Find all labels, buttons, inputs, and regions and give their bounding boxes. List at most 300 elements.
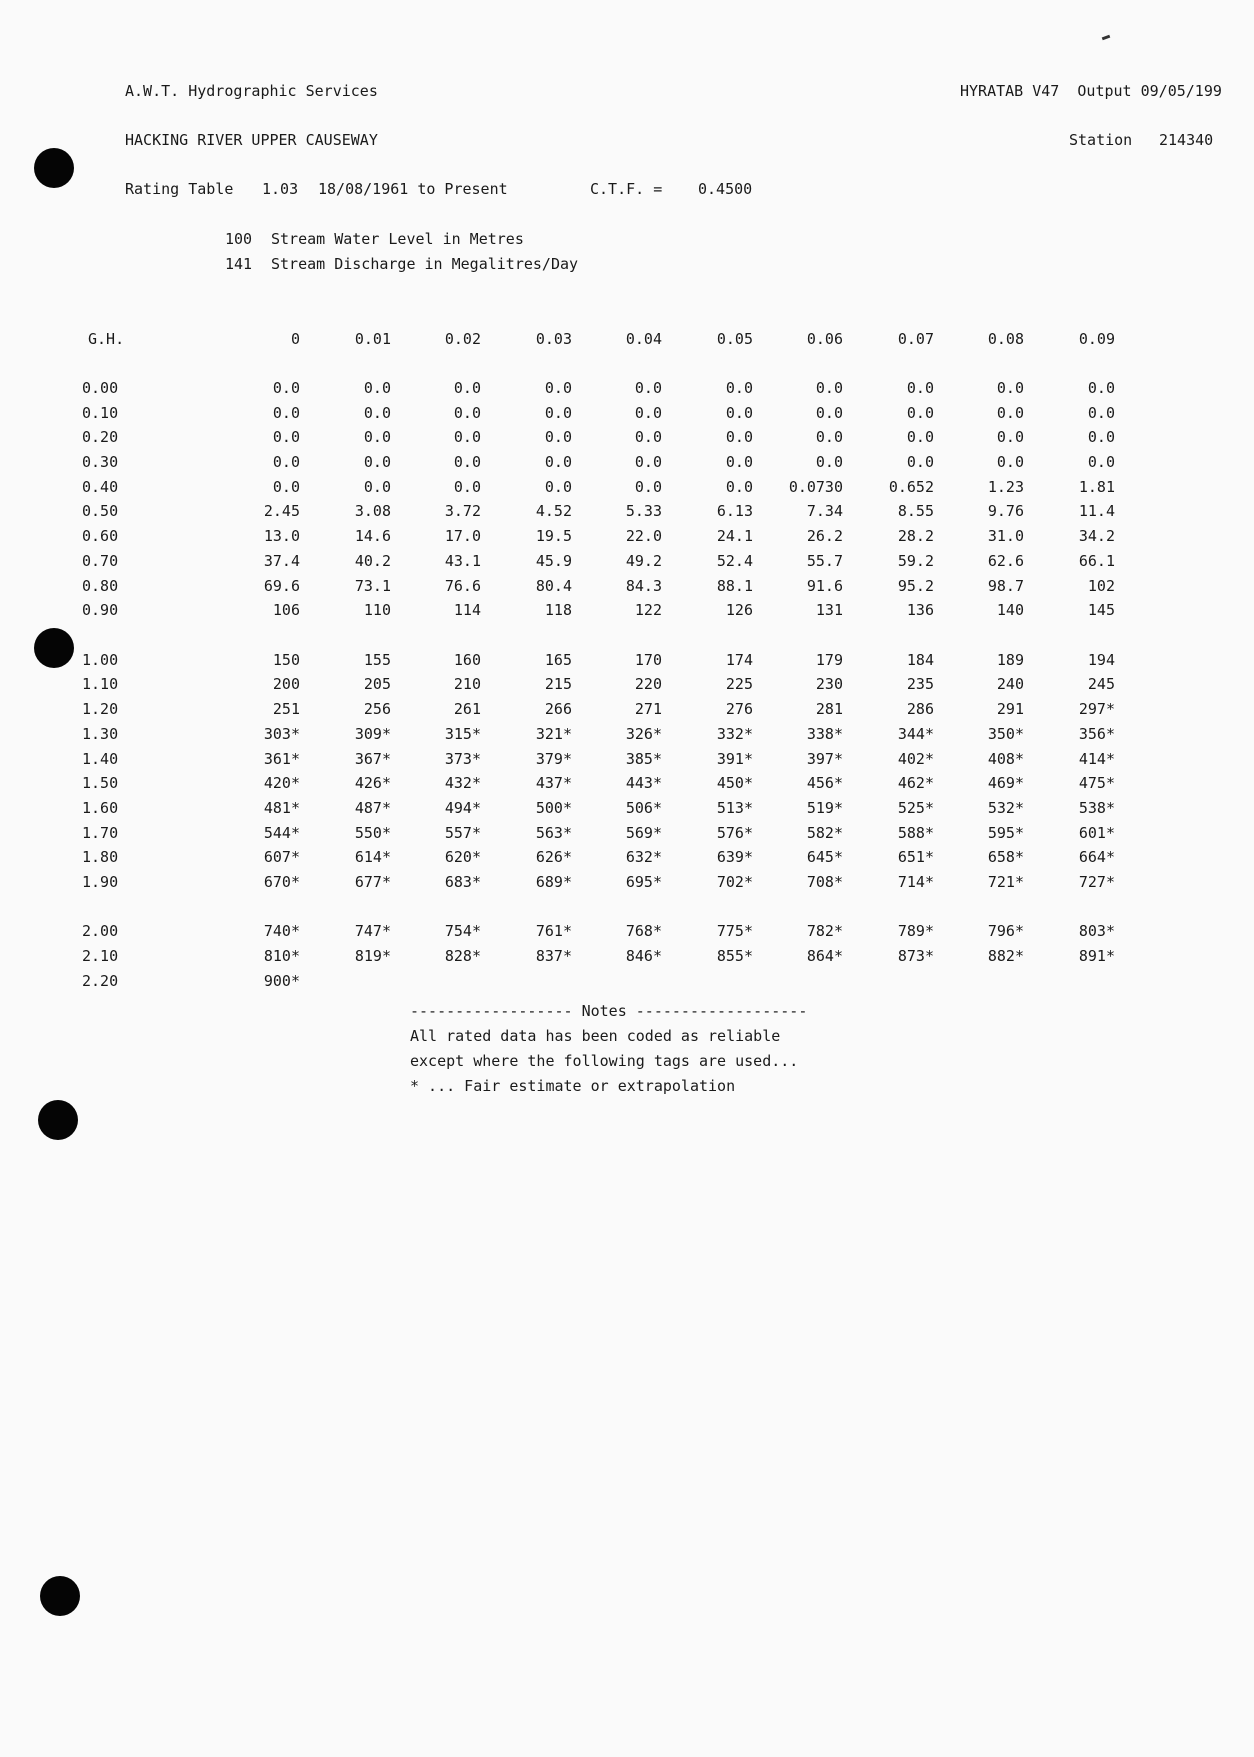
discharge-cell: 0.0 — [815, 428, 843, 446]
discharge-cell: 1.81 — [1078, 478, 1115, 496]
station-name: HACKING RIVER UPPER CAUSEWAY — [125, 131, 378, 149]
ctf-label: C.T.F. = — [590, 180, 663, 198]
discharge-cell: 0.0 — [634, 453, 662, 471]
column-header: 0.07 — [897, 330, 934, 348]
column-header: 0.04 — [625, 330, 662, 348]
gauge-height-cell: 1.70 — [82, 824, 119, 842]
discharge-cell: 40.2 — [354, 552, 391, 570]
rating-number: 1.03 — [262, 180, 299, 198]
table-row — [0, 799, 1254, 823]
discharge-cell: 1.23 — [987, 478, 1024, 496]
discharge-cell: 588* — [897, 824, 934, 842]
discharge-cell: 0.0 — [453, 453, 481, 471]
discharge-cell: 525* — [897, 799, 934, 817]
discharge-cell: 4.52 — [535, 502, 572, 520]
discharge-cell: 5.33 — [625, 502, 662, 520]
table-row — [0, 651, 1254, 675]
gauge-height-cell: 2.20 — [82, 972, 119, 990]
discharge-cell: 0.0 — [272, 404, 300, 422]
discharge-cell: 225 — [725, 675, 753, 693]
discharge-cell: 88.1 — [716, 577, 753, 595]
table-row — [0, 577, 1254, 601]
discharge-cell: 0.0 — [272, 453, 300, 471]
table-header-row — [0, 330, 1254, 354]
table-row — [0, 873, 1254, 897]
discharge-cell: 481* — [263, 799, 300, 817]
discharge-cell: 0.0 — [906, 404, 934, 422]
discharge-cell: 315* — [444, 725, 481, 743]
discharge-cell: 796* — [987, 922, 1024, 940]
column-header: 0.06 — [806, 330, 843, 348]
discharge-cell: 754* — [444, 922, 481, 940]
discharge-cell: 828* — [444, 947, 481, 965]
discharge-cell: 19.5 — [535, 527, 572, 545]
discharge-cell: 0.0 — [815, 404, 843, 422]
discharge-cell: 0.0 — [544, 428, 572, 446]
discharge-cell: 13.0 — [263, 527, 300, 545]
discharge-cell: 670* — [263, 873, 300, 891]
discharge-cell: 0.0 — [544, 379, 572, 397]
gauge-height-cell: 1.40 — [82, 750, 119, 768]
discharge-cell: 0.0 — [363, 404, 391, 422]
table-row — [0, 552, 1254, 576]
discharge-cell: 17.0 — [444, 527, 481, 545]
scan-speck — [1102, 35, 1111, 41]
punch-hole-3 — [38, 1100, 78, 1140]
discharge-cell: 200 — [272, 675, 300, 693]
discharge-cell: 165 — [544, 651, 572, 669]
discharge-cell: 0.0 — [544, 478, 572, 496]
discharge-cell: 194 — [1087, 651, 1115, 669]
discharge-cell: 37.4 — [263, 552, 300, 570]
discharge-cell: 303* — [263, 725, 300, 743]
discharge-cell: 538* — [1078, 799, 1115, 817]
discharge-cell: 664* — [1078, 848, 1115, 866]
discharge-cell: 84.3 — [625, 577, 662, 595]
table-row — [0, 428, 1254, 452]
discharge-cell: 379* — [535, 750, 572, 768]
discharge-cell: 49.2 — [625, 552, 662, 570]
column-header: 0.09 — [1078, 330, 1115, 348]
discharge-cell: 677* — [354, 873, 391, 891]
discharge-cell: 420* — [263, 774, 300, 792]
discharge-cell: 338* — [806, 725, 843, 743]
discharge-cell: 426* — [354, 774, 391, 792]
gauge-height-cell: 1.90 — [82, 873, 119, 891]
discharge-cell: 3.72 — [444, 502, 481, 520]
discharge-cell: 0.0 — [363, 453, 391, 471]
notes-line: All rated data has been coded as reliable — [410, 1027, 781, 1045]
column-header: 0.05 — [716, 330, 753, 348]
gauge-height-cell: 0.20 — [82, 428, 119, 446]
discharge-cell: 639* — [716, 848, 753, 866]
discharge-cell: 31.0 — [987, 527, 1024, 545]
rating-label: Rating Table — [125, 180, 234, 198]
discharge-cell: 361* — [263, 750, 300, 768]
discharge-cell: 397* — [806, 750, 843, 768]
discharge-cell: 846* — [625, 947, 662, 965]
discharge-cell: 256 — [363, 700, 391, 718]
discharge-cell: 0.0 — [453, 404, 481, 422]
discharge-cell: 0.0 — [996, 428, 1024, 446]
discharge-cell: 145 — [1087, 601, 1115, 619]
discharge-cell: 66.1 — [1078, 552, 1115, 570]
discharge-cell: 494* — [444, 799, 481, 817]
discharge-cell: 601* — [1078, 824, 1115, 842]
discharge-cell: 645* — [806, 848, 843, 866]
discharge-cell: 28.2 — [897, 527, 934, 545]
gauge-height-cell: 0.30 — [82, 453, 119, 471]
column-header: 0.01 — [354, 330, 391, 348]
discharge-cell: 803* — [1078, 922, 1115, 940]
variable-desc: Stream Water Level in Metres — [271, 230, 524, 248]
discharge-cell: 62.6 — [987, 552, 1024, 570]
discharge-cell: 11.4 — [1078, 502, 1115, 520]
discharge-cell: 513* — [716, 799, 753, 817]
gauge-height-cell: 2.10 — [82, 947, 119, 965]
discharge-cell: 118 — [544, 601, 572, 619]
discharge-cell: 768* — [625, 922, 662, 940]
discharge-cell: 55.7 — [806, 552, 843, 570]
variable-desc: Stream Discharge in Megalitres/Day — [271, 255, 579, 273]
gauge-height-cell: 0.60 — [82, 527, 119, 545]
discharge-cell: 291 — [996, 700, 1024, 718]
discharge-cell: 102 — [1087, 577, 1115, 595]
gauge-height-cell: 2.00 — [82, 922, 119, 940]
discharge-cell: 456* — [806, 774, 843, 792]
gauge-height-cell: 1.50 — [82, 774, 119, 792]
discharge-cell: 140 — [996, 601, 1024, 619]
notes-line: except where the following tags are used... — [410, 1052, 799, 1070]
discharge-cell: 34.2 — [1078, 527, 1115, 545]
discharge-cell: 114 — [453, 601, 481, 619]
discharge-cell: 0.0 — [453, 379, 481, 397]
discharge-cell: 0.0 — [1087, 379, 1115, 397]
discharge-cell: 0.0 — [1087, 428, 1115, 446]
discharge-cell: 205 — [363, 675, 391, 693]
discharge-cell: 0.0 — [906, 428, 934, 446]
discharge-cell: 230 — [815, 675, 843, 693]
discharge-cell: 189 — [996, 651, 1024, 669]
column-header: 0 — [290, 330, 300, 348]
discharge-cell: 98.7 — [987, 577, 1024, 595]
discharge-cell: 576* — [716, 824, 753, 842]
variable-code: 141 — [225, 255, 253, 273]
discharge-cell: 747* — [354, 922, 391, 940]
gauge-height-cell: 1.20 — [82, 700, 119, 718]
discharge-cell: 276 — [725, 700, 753, 718]
discharge-cell: 0.0 — [544, 404, 572, 422]
discharge-cell: 402* — [897, 750, 934, 768]
discharge-cell: 344* — [897, 725, 934, 743]
discharge-cell: 0.0 — [996, 379, 1024, 397]
discharge-cell: 810* — [263, 947, 300, 965]
discharge-cell: 3.08 — [354, 502, 391, 520]
discharge-cell: 106 — [272, 601, 300, 619]
discharge-cell: 569* — [625, 824, 662, 842]
discharge-cell: 532* — [987, 799, 1024, 817]
discharge-cell: 59.2 — [897, 552, 934, 570]
discharge-cell: 22.0 — [625, 527, 662, 545]
table-row — [0, 922, 1254, 946]
table-row — [0, 478, 1254, 502]
discharge-cell: 882* — [987, 947, 1024, 965]
discharge-cell: 24.1 — [716, 527, 753, 545]
discharge-cell: 487* — [354, 799, 391, 817]
discharge-cell: 0.0 — [1087, 404, 1115, 422]
discharge-cell: 0.0 — [725, 428, 753, 446]
discharge-cell: 286 — [906, 700, 934, 718]
discharge-cell: 80.4 — [535, 577, 572, 595]
gauge-height-cell: 0.10 — [82, 404, 119, 422]
discharge-cell: 0.0 — [996, 404, 1024, 422]
notes-title: ------------------ Notes ------------------- — [410, 1002, 808, 1020]
discharge-cell: 45.9 — [535, 552, 572, 570]
discharge-cell: 900* — [263, 972, 300, 990]
column-header: 0.03 — [535, 330, 572, 348]
discharge-cell: 95.2 — [897, 577, 934, 595]
discharge-cell: 450* — [716, 774, 753, 792]
discharge-cell: 6.13 — [716, 502, 753, 520]
discharge-cell: 544* — [263, 824, 300, 842]
discharge-cell: 414* — [1078, 750, 1115, 768]
discharge-cell: 0.0730 — [788, 478, 843, 496]
discharge-cell: 220 — [634, 675, 662, 693]
column-header: 0.08 — [987, 330, 1024, 348]
table-row — [0, 675, 1254, 699]
org-name: A.W.T. Hydrographic Services — [125, 82, 378, 100]
discharge-cell: 240 — [996, 675, 1024, 693]
discharge-cell: 184 — [906, 651, 934, 669]
discharge-cell: 563* — [535, 824, 572, 842]
discharge-cell: 0.0 — [272, 428, 300, 446]
discharge-cell: 0.0 — [906, 453, 934, 471]
table-row — [0, 947, 1254, 971]
column-header: 0.02 — [444, 330, 481, 348]
discharge-cell: 683* — [444, 873, 481, 891]
discharge-cell: 0.0 — [815, 453, 843, 471]
discharge-cell: 0.0 — [634, 428, 662, 446]
discharge-cell: 0.652 — [888, 478, 934, 496]
discharge-cell: 469* — [987, 774, 1024, 792]
punch-hole-4 — [40, 1576, 80, 1616]
discharge-cell: 332* — [716, 725, 753, 743]
discharge-cell: 0.0 — [544, 453, 572, 471]
discharge-cell: 76.6 — [444, 577, 481, 595]
table-row — [0, 601, 1254, 625]
discharge-cell: 0.0 — [725, 404, 753, 422]
discharge-cell: 506* — [625, 799, 662, 817]
gh-header: G.H. — [88, 330, 125, 348]
discharge-cell: 0.0 — [1087, 453, 1115, 471]
gauge-height-cell: 0.70 — [82, 552, 119, 570]
discharge-cell: 160 — [453, 651, 481, 669]
discharge-cell: 210 — [453, 675, 481, 693]
discharge-cell: 7.34 — [806, 502, 843, 520]
discharge-cell: 281 — [815, 700, 843, 718]
discharge-cell: 689* — [535, 873, 572, 891]
discharge-cell: 651* — [897, 848, 934, 866]
discharge-cell: 0.0 — [363, 478, 391, 496]
discharge-cell: 873* — [897, 947, 934, 965]
discharge-cell: 432* — [444, 774, 481, 792]
discharge-cell: 215 — [544, 675, 572, 693]
ctf-value: 0.4500 — [698, 180, 753, 198]
table-row — [0, 379, 1254, 403]
discharge-cell: 0.0 — [272, 478, 300, 496]
gauge-height-cell: 1.10 — [82, 675, 119, 693]
discharge-cell: 136 — [906, 601, 934, 619]
discharge-cell: 14.6 — [354, 527, 391, 545]
discharge-cell: 658* — [987, 848, 1024, 866]
discharge-cell: 557* — [444, 824, 481, 842]
discharge-cell: 245 — [1087, 675, 1115, 693]
table-row — [0, 502, 1254, 526]
discharge-cell: 170 — [634, 651, 662, 669]
discharge-cell: 373* — [444, 750, 481, 768]
discharge-cell: 721* — [987, 873, 1024, 891]
discharge-cell: 475* — [1078, 774, 1115, 792]
discharge-cell: 0.0 — [453, 428, 481, 446]
discharge-cell: 0.0 — [725, 453, 753, 471]
discharge-cell: 775* — [716, 922, 753, 940]
discharge-cell: 789* — [897, 922, 934, 940]
discharge-cell: 251 — [272, 700, 300, 718]
discharge-cell: 271 — [634, 700, 662, 718]
discharge-cell: 0.0 — [634, 478, 662, 496]
discharge-cell: 174 — [725, 651, 753, 669]
discharge-cell: 0.0 — [634, 404, 662, 422]
discharge-cell: 714* — [897, 873, 934, 891]
gauge-height-cell: 0.40 — [82, 478, 119, 496]
discharge-cell: 266 — [544, 700, 572, 718]
discharge-cell: 864* — [806, 947, 843, 965]
punch-hole-1 — [34, 148, 74, 188]
discharge-cell: 582* — [806, 824, 843, 842]
discharge-cell: 73.1 — [354, 577, 391, 595]
table-row — [0, 527, 1254, 551]
discharge-cell: 408* — [987, 750, 1024, 768]
discharge-cell: 122 — [634, 601, 662, 619]
gauge-height-cell: 1.80 — [82, 848, 119, 866]
discharge-cell: 695* — [625, 873, 662, 891]
discharge-cell: 855* — [716, 947, 753, 965]
discharge-cell: 350* — [987, 725, 1024, 743]
discharge-cell: 131 — [815, 601, 843, 619]
discharge-cell: 391* — [716, 750, 753, 768]
discharge-cell: 356* — [1078, 725, 1115, 743]
discharge-cell: 155 — [363, 651, 391, 669]
table-row — [0, 848, 1254, 872]
discharge-cell: 126 — [725, 601, 753, 619]
table-row — [0, 725, 1254, 749]
discharge-cell: 321* — [535, 725, 572, 743]
gauge-height-cell: 0.00 — [82, 379, 119, 397]
discharge-cell: 43.1 — [444, 552, 481, 570]
discharge-cell: 309* — [354, 725, 391, 743]
program-output: HYRATAB V47 Output 09/05/199 — [960, 82, 1222, 100]
discharge-cell: 150 — [272, 651, 300, 669]
discharge-cell: 69.6 — [263, 577, 300, 595]
discharge-cell: 0.0 — [634, 379, 662, 397]
discharge-cell: 702* — [716, 873, 753, 891]
discharge-cell: 367* — [354, 750, 391, 768]
table-row — [0, 404, 1254, 428]
discharge-cell: 708* — [806, 873, 843, 891]
table-row — [0, 453, 1254, 477]
discharge-cell: 2.45 — [263, 502, 300, 520]
discharge-cell: 607* — [263, 848, 300, 866]
discharge-cell: 740* — [263, 922, 300, 940]
station-number: 214340 — [1159, 131, 1214, 149]
station-label: Station — [1069, 131, 1133, 149]
discharge-cell: 297* — [1078, 700, 1115, 718]
discharge-cell: 891* — [1078, 947, 1115, 965]
discharge-cell: 500* — [535, 799, 572, 817]
discharge-cell: 0.0 — [453, 478, 481, 496]
rating-period: 18/08/1961 to Present — [318, 180, 508, 198]
gauge-height-cell: 0.90 — [82, 601, 119, 619]
discharge-cell: 52.4 — [716, 552, 753, 570]
table-row — [0, 750, 1254, 774]
discharge-cell: 0.0 — [996, 453, 1024, 471]
discharge-cell: 550* — [354, 824, 391, 842]
discharge-cell: 26.2 — [806, 527, 843, 545]
discharge-cell: 519* — [806, 799, 843, 817]
discharge-cell: 462* — [897, 774, 934, 792]
discharge-cell: 0.0 — [272, 379, 300, 397]
discharge-cell: 91.6 — [806, 577, 843, 595]
discharge-cell: 761* — [535, 922, 572, 940]
discharge-cell: 261 — [453, 700, 481, 718]
discharge-cell: 326* — [625, 725, 662, 743]
discharge-cell: 837* — [535, 947, 572, 965]
notes-line: * ... Fair estimate or extrapolation — [410, 1077, 736, 1095]
discharge-cell: 632* — [625, 848, 662, 866]
discharge-cell: 179 — [815, 651, 843, 669]
discharge-cell: 385* — [625, 750, 662, 768]
discharge-cell: 8.55 — [897, 502, 934, 520]
discharge-cell: 235 — [906, 675, 934, 693]
discharge-cell: 0.0 — [725, 379, 753, 397]
gauge-height-cell: 0.80 — [82, 577, 119, 595]
gauge-height-cell: 0.50 — [82, 502, 119, 520]
discharge-cell: 782* — [806, 922, 843, 940]
table-row — [0, 972, 1254, 996]
table-row — [0, 824, 1254, 848]
discharge-cell: 620* — [444, 848, 481, 866]
discharge-cell: 110 — [363, 601, 391, 619]
gauge-height-cell: 1.30 — [82, 725, 119, 743]
discharge-cell: 0.0 — [906, 379, 934, 397]
discharge-cell: 819* — [354, 947, 391, 965]
discharge-cell: 727* — [1078, 873, 1115, 891]
discharge-cell: 437* — [535, 774, 572, 792]
discharge-cell: 0.0 — [363, 379, 391, 397]
gauge-height-cell: 1.00 — [82, 651, 119, 669]
table-row — [0, 700, 1254, 724]
discharge-cell: 9.76 — [987, 502, 1024, 520]
gauge-height-cell: 1.60 — [82, 799, 119, 817]
discharge-cell: 0.0 — [815, 379, 843, 397]
discharge-cell: 626* — [535, 848, 572, 866]
table-row — [0, 774, 1254, 798]
discharge-cell: 0.0 — [725, 478, 753, 496]
discharge-cell: 443* — [625, 774, 662, 792]
discharge-cell: 595* — [987, 824, 1024, 842]
discharge-cell: 614* — [354, 848, 391, 866]
variable-code: 100 — [225, 230, 253, 248]
